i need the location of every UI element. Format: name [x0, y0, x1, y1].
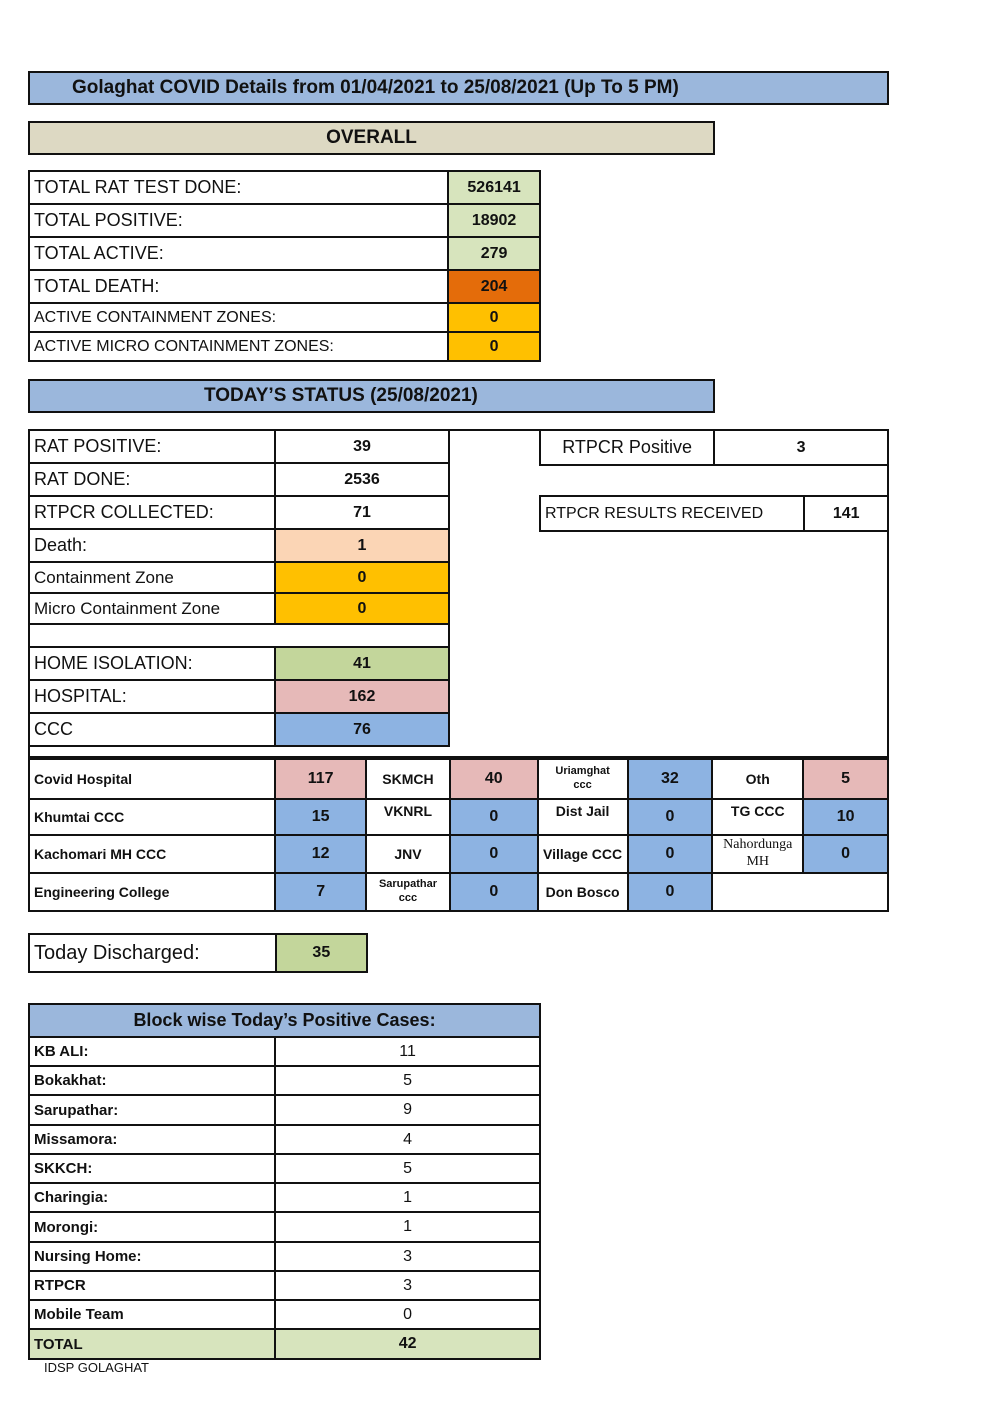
- facility-label: Khumtai CCC: [29, 799, 275, 835]
- page-title: [28, 71, 889, 105]
- block-label: RTPCR: [29, 1271, 275, 1300]
- block-value: 1: [275, 1212, 540, 1242]
- table-row: [29, 204, 540, 237]
- block-value: 4: [275, 1125, 540, 1154]
- table-row: [29, 529, 449, 562]
- facility-label: Kachomari MH CCC: [29, 835, 275, 873]
- today-label: CCC: [29, 713, 275, 746]
- overall-label: TOTAL ACTIVE:: [29, 237, 448, 270]
- table-row: [29, 799, 888, 835]
- facility-value: 5: [803, 759, 888, 799]
- rtpcr-results-box: [539, 495, 889, 532]
- table-row: [29, 835, 888, 873]
- table-row: [29, 463, 449, 496]
- block-label: Missamora:: [29, 1125, 275, 1154]
- table-row: [29, 647, 449, 680]
- today-label: Containment Zone: [29, 562, 275, 593]
- facility-label: TG CCC: [712, 799, 803, 835]
- facility-label: Oth: [712, 759, 803, 799]
- today-heading-text: TODAY’S STATUS (25/08/2021): [204, 385, 478, 406]
- overall-heading-text: OVERALL: [326, 127, 417, 148]
- today-label: RAT DONE:: [29, 463, 275, 496]
- block-total-label: TOTAL: [29, 1329, 275, 1359]
- table-row: [29, 1004, 540, 1037]
- table-row: [29, 759, 888, 799]
- facility-value: 32: [628, 759, 713, 799]
- block-label: Mobile Team: [29, 1300, 275, 1329]
- table-row: [29, 1154, 540, 1183]
- facility-label: Sarupathar: [378, 878, 438, 891]
- facility-label: Engineering College: [29, 873, 275, 911]
- today-heading: [28, 379, 715, 413]
- facility-label-sub: ccc: [573, 779, 592, 791]
- page-title-text: Golaghat COVID Details from 01/04/2021 to 25/08/2021 (Up To 5 PM): [72, 77, 679, 98]
- blockwise-table: [28, 1003, 541, 1360]
- overall-heading: [28, 121, 715, 155]
- facility-label-cell: [712, 835, 803, 873]
- table-row: [29, 1212, 540, 1242]
- table-row: [29, 1066, 540, 1095]
- block-label: SKKCH:: [29, 1154, 275, 1183]
- today-label: Micro Containment Zone: [29, 593, 275, 624]
- table-row: [29, 873, 888, 911]
- rtpcr-positive-box: [539, 429, 889, 466]
- overall-label: TOTAL RAT TEST DONE:: [29, 171, 448, 204]
- block-value: 3: [275, 1242, 540, 1271]
- today-value: 76: [275, 713, 449, 746]
- facilities-table: [28, 758, 889, 912]
- table-row: [29, 1271, 540, 1300]
- table-row: [29, 1242, 540, 1271]
- facility-label: Nahordunga: [723, 837, 793, 853]
- block-label: KB ALI:: [29, 1037, 275, 1066]
- rtpcr-positive-value: 3: [714, 430, 888, 465]
- facility-label: Dist Jail: [538, 799, 628, 835]
- table-row-total: [29, 1329, 540, 1359]
- today-label: Death:: [29, 529, 275, 562]
- table-row: [29, 332, 540, 361]
- block-value: 9: [275, 1095, 540, 1125]
- table-row: [29, 1183, 540, 1212]
- spacer-cell: [29, 624, 449, 647]
- block-value: 5: [275, 1154, 540, 1183]
- today-value: 162: [275, 680, 449, 713]
- today-value: 71: [275, 496, 449, 529]
- facility-value: 10: [803, 799, 888, 835]
- facility-value: 0: [450, 835, 538, 873]
- facility-value: 7: [275, 873, 366, 911]
- facility-label: Covid Hospital: [29, 759, 275, 799]
- table-row: [29, 171, 540, 204]
- empty-cell: [712, 873, 888, 911]
- overall-label: TOTAL POSITIVE:: [29, 204, 448, 237]
- facility-label: Don Bosco: [538, 873, 628, 911]
- facility-value: 12: [275, 835, 366, 873]
- facility-label-cell: [366, 873, 450, 911]
- table-row: [29, 562, 449, 593]
- facility-value: 0: [628, 835, 713, 873]
- overall-label: ACTIVE MICRO CONTAINMENT ZONES:: [29, 332, 448, 361]
- block-label: Charingia:: [29, 1183, 275, 1212]
- block-label: Bokakhat:: [29, 1066, 275, 1095]
- overall-value: 204: [448, 270, 540, 303]
- table-row: [29, 237, 540, 270]
- block-value: 5: [275, 1066, 540, 1095]
- overall-value: 526141: [448, 171, 540, 204]
- facility-value: 0: [628, 873, 713, 911]
- today-value: 39: [275, 430, 449, 463]
- block-value: 11: [275, 1037, 540, 1066]
- today-label: HOSPITAL:: [29, 680, 275, 713]
- rtpcr-positive-label: RTPCR Positive: [540, 430, 714, 465]
- facility-label: Uriamghat: [555, 765, 610, 778]
- overall-label: ACTIVE CONTAINMENT ZONES:: [29, 303, 448, 332]
- facility-value: 40: [450, 759, 538, 799]
- block-label: Nursing Home:: [29, 1242, 275, 1271]
- today-value: 1: [275, 529, 449, 562]
- table-row: [29, 934, 367, 972]
- facility-label: VKNRL: [366, 799, 450, 835]
- table-row: [29, 1095, 540, 1125]
- facility-label: JNV: [366, 835, 450, 873]
- block-value: 3: [275, 1271, 540, 1300]
- overall-label: TOTAL DEATH:: [29, 270, 448, 303]
- overall-table: [28, 170, 541, 362]
- table-row: [540, 430, 888, 465]
- today-value: 0: [275, 593, 449, 624]
- overall-value: 18902: [448, 204, 540, 237]
- table-row: [29, 270, 540, 303]
- today-value: 0: [275, 562, 449, 593]
- table-row: [29, 496, 449, 529]
- table-row: [29, 430, 449, 463]
- block-label: Morongi:: [29, 1212, 275, 1242]
- table-row: [29, 593, 449, 624]
- facility-value: 117: [275, 759, 366, 799]
- facility-label: SKMCH: [366, 759, 450, 799]
- table-row: [29, 713, 449, 746]
- table-row: [29, 1125, 540, 1154]
- facility-value: 0: [803, 835, 888, 873]
- facility-label-sub: ccc: [398, 892, 418, 904]
- footer-text: IDSP GOLAGHAT: [44, 1360, 149, 1375]
- table-row: [29, 680, 449, 713]
- rtpcr-results-label: RTPCR RESULTS RECEIVED: [540, 496, 804, 531]
- block-value: 0: [275, 1300, 540, 1329]
- block-total-value: 42: [275, 1329, 540, 1359]
- table-row-spacer: [29, 624, 449, 647]
- facility-value: 15: [275, 799, 366, 835]
- overall-value: 279: [448, 237, 540, 270]
- facility-value: 0: [450, 873, 538, 911]
- table-row: [29, 1037, 540, 1066]
- facility-value: 0: [628, 799, 713, 835]
- table-row: [540, 496, 888, 531]
- overall-value: 0: [448, 332, 540, 361]
- blockwise-heading: Block wise Today’s Positive Cases:: [29, 1004, 540, 1037]
- facility-label: Village CCC: [538, 835, 628, 873]
- discharged-value: 35: [276, 934, 367, 972]
- block-label: Sarupathar:: [29, 1095, 275, 1125]
- today-value: 2536: [275, 463, 449, 496]
- today-label: RAT POSITIVE:: [29, 430, 275, 463]
- today-table: [28, 429, 450, 747]
- today-label: RTPCR COLLECTED:: [29, 496, 275, 529]
- table-row: [29, 1300, 540, 1329]
- discharged-box: [28, 933, 368, 973]
- facility-label-sub: MH: [746, 854, 770, 869]
- facility-value: 0: [450, 799, 538, 835]
- facility-label-cell: [538, 759, 628, 799]
- overall-value: 0: [448, 303, 540, 332]
- table-row: [29, 303, 540, 332]
- discharged-label: Today Discharged:: [29, 934, 276, 972]
- block-value: 1: [275, 1183, 540, 1212]
- today-value: 41: [275, 647, 449, 680]
- rtpcr-results-value: 141: [804, 496, 888, 531]
- today-label: HOME ISOLATION:: [29, 647, 275, 680]
